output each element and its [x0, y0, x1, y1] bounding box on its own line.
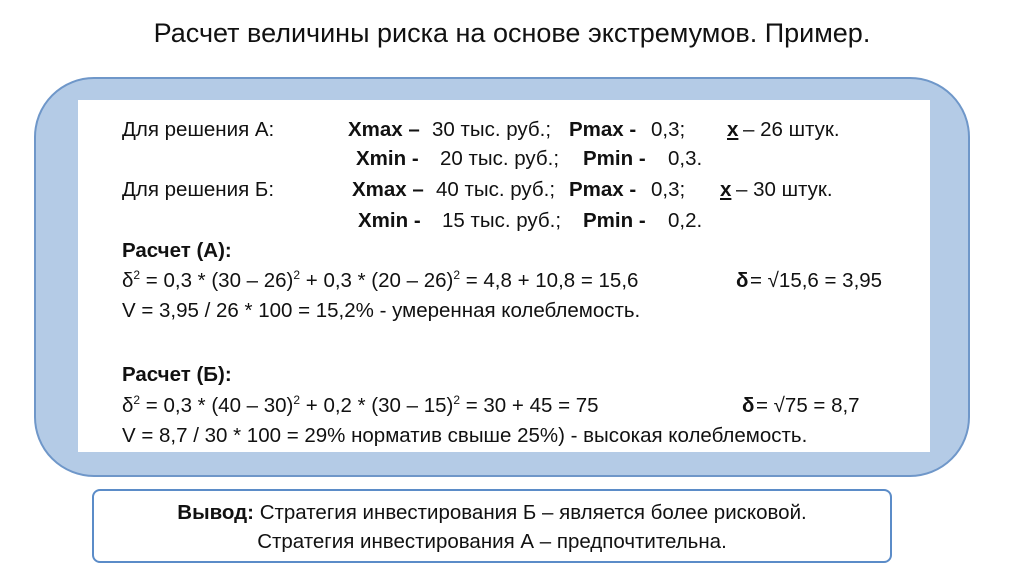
decision-a-label: Для решения А:	[122, 118, 275, 141]
decision-a-xmin-label: Xmin -	[356, 147, 419, 170]
calc-a-heading: Расчет (А):	[122, 239, 232, 262]
decision-a-row-1	[122, 117, 840, 143]
delta-symbol: δ	[122, 269, 134, 292]
decision-b-pmin-value: 0,2.	[668, 209, 703, 232]
decision-b-x-value: – 30 штук.	[736, 178, 833, 201]
decision-a-pmax-value: 0,3;	[651, 118, 686, 141]
decision-a-pmin-value: 0,3.	[668, 147, 703, 170]
decision-b-label: Для решения Б:	[122, 178, 275, 201]
calc-a-variance	[122, 268, 883, 294]
exponent: 2	[293, 393, 301, 407]
conclusion-text-1: Стратегия инвестирования Б – является более рисковой.	[254, 501, 807, 524]
decision-a-x-label: x	[727, 118, 739, 141]
calc-b-term-2: + 0,2 * (30 – 15)	[300, 394, 454, 417]
decision-a-xmax-label: Xmax –	[348, 118, 420, 141]
decision-a-xmin-value: 20 тыс. руб.;	[440, 147, 560, 170]
decision-a-xmax-value: 30 тыс. руб.;	[432, 118, 552, 141]
calc-b-term-1: = 0,3 * (40 – 30)	[140, 394, 294, 417]
exponent: 2	[453, 393, 461, 407]
calc-b-variance	[122, 393, 860, 419]
calc-b-sigma-value: = √75 = 8,7	[756, 394, 860, 417]
calc-b-result: = 30 + 45 = 75	[460, 394, 599, 417]
decision-b-pmax-value: 0,3;	[651, 178, 686, 201]
calc-a-v-line: V = 3,95 / 26 * 100 = 15,2% - умеренная колеблемость.	[122, 299, 641, 322]
decision-a-x-value: – 26 штук.	[743, 118, 840, 141]
conclusion-line-1	[94, 498, 890, 527]
decision-b-xmax-label: Xmax –	[352, 178, 424, 201]
calc-a-term-1: = 0,3 * (30 – 26)	[140, 269, 294, 292]
conclusion-label: Вывод:	[177, 501, 255, 524]
calc-a-sigma-value: = √15,6 = 3,95	[750, 269, 883, 292]
delta-symbol: δ	[122, 394, 134, 417]
decision-b-xmin-label: Xmin -	[358, 209, 421, 232]
calc-a-sigma-label: δ	[736, 269, 749, 292]
decision-b-row-1	[122, 177, 833, 203]
calc-b-heading: Расчет (Б):	[122, 363, 232, 386]
exponent: 2	[133, 393, 141, 407]
calc-b-sigma-label: δ	[742, 394, 755, 417]
decision-b-xmin-value: 15 тыс. руб.;	[442, 209, 562, 232]
calc-a-result: = 4,8 + 10,8 = 15,6	[460, 269, 639, 292]
slide-title: Расчет величины риска на основе экстремумов. Пример.	[153, 18, 871, 48]
calc-a-term-2: + 0,3 * (20 – 26)	[300, 269, 454, 292]
exponent: 2	[293, 268, 301, 282]
calc-b-v-line: V = 8,7 / 30 * 100 = 29% норматив свыше 25%) - высокая колеблемость.	[122, 424, 808, 447]
decision-b-pmin-label: Pmin -	[583, 209, 646, 232]
decision-b-xmax-value: 40 тыс. руб.;	[436, 178, 556, 201]
conclusion-line-2: Стратегия инвестирования А – предпочтительна.	[257, 530, 727, 553]
exponent: 2	[133, 268, 141, 282]
conclusion-box	[92, 489, 892, 563]
decision-b-pmax-label: Pmax -	[569, 178, 637, 201]
decision-b-x-label: x	[720, 178, 732, 201]
decision-a-pmax-label: Pmax -	[569, 118, 637, 141]
exponent: 2	[453, 268, 461, 282]
decision-a-pmin-label: Pmin -	[583, 147, 646, 170]
